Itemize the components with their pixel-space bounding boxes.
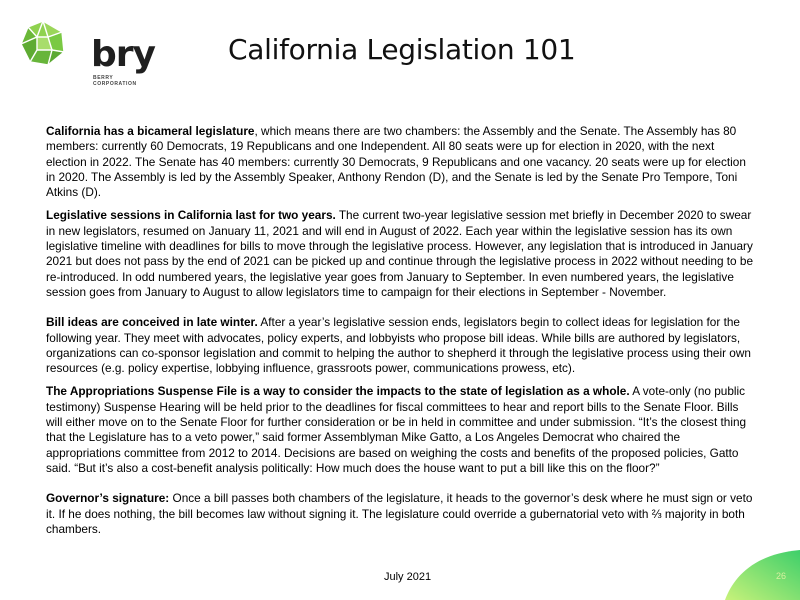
footer-date: July 2021 (384, 571, 432, 583)
logo-subtitle (93, 75, 137, 87)
logo-wordmark: bry (91, 34, 155, 75)
paragraph-body: , which means there are two chambers: the Assembly and the Senate. The Assembly has 80 members: currently 60 Democrats, 19 Republicans and one Independent. All 80 seats were up for election in 2020, with the next election in 2022. The Senate has 40 members: currently 30 Democrats, 9 Republicans and one vacancy. 20 seats were up for election in 2020. The Assembly is led by the Assembly Speaker, Anthony Rendon (D), and the Senate is led by the Senate Pro Tempore, Toni Atkins (D). (46, 124, 746, 200)
paragraph-lead: Legislative sessions in California last for two years. (46, 208, 336, 223)
paragraph-body: A vote-only (no public testimony) Suspense Hearing will be held prior to the deadlines for fiscal committees to hear and report bills to the Senate Floor. Bills will either move on to the Senate Floor for further consideration or be in held in committee and under submission. “It’s the closest thing that the Legislature has to a veto power,” said former Assemblyman Mike Gatto, a Los Angeles Democrat who chaired the appropriations committee from 2012 to 2014. Decisions are based on weighing the costs and benefits of the proposed policies, Gatto said. “But it’s also a cost-benefit analysis politically: How much does the house want to put a bill like this on the floor?” (46, 384, 747, 475)
paragraph-body: After a year’s legislative session ends, legislators begin to collect ideas for legislation for the following year. They meet with advocates, policy experts, and lobbyists who propose bill ideas. While bills are authored by legislators, organizations can co-sponsor legislation and commit to helping the author to shepherd it through the legislative process using their own resources (e.g. policy expertise, lobbying influence, grassroots power, communications prowess, etc). (46, 315, 751, 376)
page-title: California Legislation 101 (228, 33, 576, 66)
paragraph-sessions (46, 208, 758, 300)
paragraph-lead: Governor’s signature: (46, 491, 170, 506)
company-logo (20, 20, 155, 87)
paragraph-body: The current two-year legislative session met briefly in December 2020 to swear in new legislators, resumed on January 11, 2021 and will end in August of 2022. Each year within the legislative session has its own legislative timeline with deadlines for bills to move through the legislative process. However, any legislation that is introduced in January 2021 but does not pass by the end of 2021 can be picked up and continue through the legislative process in 2022 without needing to be re-introduced. In odd numbered years, the legislative year goes from January to September. In even numbered years, the legislative session goes from January to August to allow legislators time to campaign for their elections in September - November. (46, 208, 754, 299)
logo-sub-line1: BERRY (93, 75, 114, 81)
paragraph-lead: Bill ideas are conceived in late winter. (46, 315, 258, 330)
paragraph-bill-ideas (46, 315, 758, 376)
corner-gradient-decoration (725, 550, 800, 600)
logo-gem-icon (20, 20, 66, 66)
paragraph-governor-signature (46, 491, 758, 537)
logo-sub-line2: CORPORATION (93, 81, 137, 87)
page-number: 26 (776, 571, 787, 581)
paragraph-suspense-file (46, 384, 758, 476)
body-content (46, 124, 758, 545)
paragraph-lead: The Appropriations Suspense File is a way to consider the impacts to the state of legislation as a whole. (46, 384, 630, 399)
paragraph-lead: California has a bicameral legislature (46, 124, 255, 138)
paragraph-body: Once a bill passes both chambers of the legislature, it heads to the governor’s desk where he must sign or veto it. If he does nothing, the bill becomes law without signing it. The legislature could override a gubernatorial veto with ⅔ majority in both chambers. (46, 491, 753, 536)
paragraph-bicameral (46, 124, 758, 200)
